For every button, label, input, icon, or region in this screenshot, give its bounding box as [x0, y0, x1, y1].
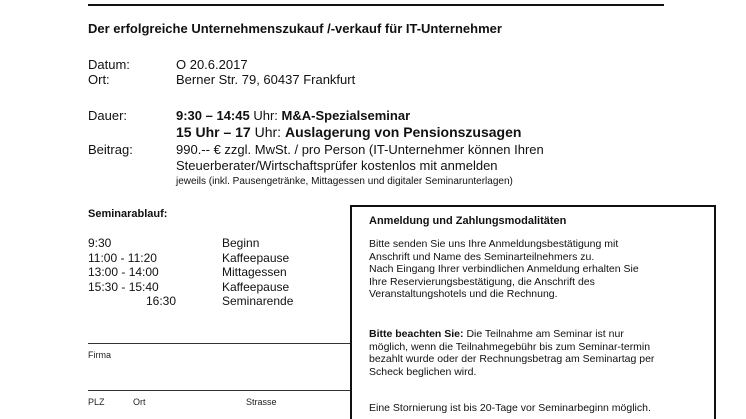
schedule-labels: [222, 236, 293, 309]
ort-value: Berner Str. 79, 60437 Frankfurt: [176, 72, 356, 87]
registration-heading: Anmeldung und Zahlungsmodalitäten: [369, 215, 567, 227]
registration-line: Ihre Reservierungsbestätigung, die Anschrift des: [369, 275, 595, 288]
schedule-label: Kaffeepause: [222, 250, 290, 265]
page-title: Der erfolgreiche Unternehmenszukauf /-verkauf für IT-Unternehmer: [88, 21, 502, 36]
datum-value: O 20.6.2017: [176, 57, 248, 72]
strasse-label: Strasse: [246, 397, 277, 407]
ort-label: Ort:: [88, 72, 110, 87]
registration-line: Nach Eingang Ihrer verbindlichen Anmeldung erhalten Sie: [369, 263, 639, 276]
registration-paragraph: [369, 238, 639, 301]
schedule-time: 16:30: [146, 294, 177, 308]
schedule-time: 15:30 - 15:40: [88, 279, 159, 294]
beitrag-line-3: jeweils (inkl. Pausengetränke, Mittagessen und digitaler Seminarunterlagen): [176, 176, 513, 187]
schedule-label: Mittagessen: [222, 265, 287, 279]
dauer-line-1-title: M&A-Spezialseminar: [281, 108, 411, 123]
beitrag-line-1: 990.-- € zzgl. MwSt. / pro Person (IT-Unternehmer können Ihren: [176, 142, 544, 157]
ort-field-label: Ort: [133, 397, 146, 407]
registration-line: Veranstaltungshotels und die Rechnung.: [369, 288, 558, 301]
address-field-line[interactable]: [88, 390, 350, 391]
plz-label: PLZ: [88, 397, 105, 407]
registration-line: Bitte senden Sie uns Ihre Anmeldungsbestätigung mit: [369, 238, 619, 250]
schedule-label: Beginn: [222, 236, 260, 250]
dauer-line-1-time: 9:30 – 14:45: [176, 108, 250, 123]
dauer-line-2-time: 15 Uhr – 17: [176, 124, 251, 140]
firma-label: Firma: [88, 350, 111, 360]
schedule-label: Kaffeepause: [222, 279, 290, 294]
schedule-time: 13:00 - 14:00: [88, 265, 159, 279]
note-line: bezahlt wurde oder der Rechnungsbetrag am Seminartag per: [369, 353, 655, 366]
note-line: Scheck beglichen wird.: [369, 365, 477, 378]
beitrag-label: Beitrag:: [88, 142, 133, 157]
dauer-label: Dauer:: [88, 108, 128, 123]
note-line-1-rest: Die Teilnahme am Seminar ist nur: [463, 328, 624, 340]
dauer-line-2: [176, 124, 521, 140]
schedule-label: Seminarende: [222, 294, 294, 308]
schedule-time: 11:00 - 11:20: [88, 250, 157, 265]
dauer-line-2-title: Auslagerung von Pensionszusagen: [284, 124, 522, 140]
dauer-line-1: [176, 108, 410, 123]
note-line: möglich, wenn die Teilnahmegebühr bis zum Seminar-termin: [369, 340, 651, 353]
registration-note: [369, 328, 654, 378]
beitrag-line-2: Steuerberater/Wirtschaftsprüfer kostenlos mit anmelden: [176, 158, 498, 173]
schedule-heading: Seminarablauf:: [88, 208, 168, 220]
registration-line: Anschrift und Name des Seminarteilnehmers zu.: [369, 250, 595, 263]
datum-label: Datum:: [88, 57, 130, 72]
top-rule: [88, 4, 664, 6]
schedule-times: [88, 236, 176, 309]
note-line-1: [369, 328, 654, 341]
firma-field-line[interactable]: [88, 343, 350, 344]
dauer-line-2-mid: Uhr:: [250, 124, 285, 140]
dauer-line-1-mid: Uhr:: [249, 108, 282, 123]
schedule-time: 9:30: [88, 236, 112, 250]
note-bold: Bitte beachten Sie:: [369, 328, 464, 340]
cancellation-note: Eine Stornierung ist bis 20-Tage vor Seminarbeginn möglich.: [369, 402, 651, 414]
registration-box: [350, 205, 716, 419]
